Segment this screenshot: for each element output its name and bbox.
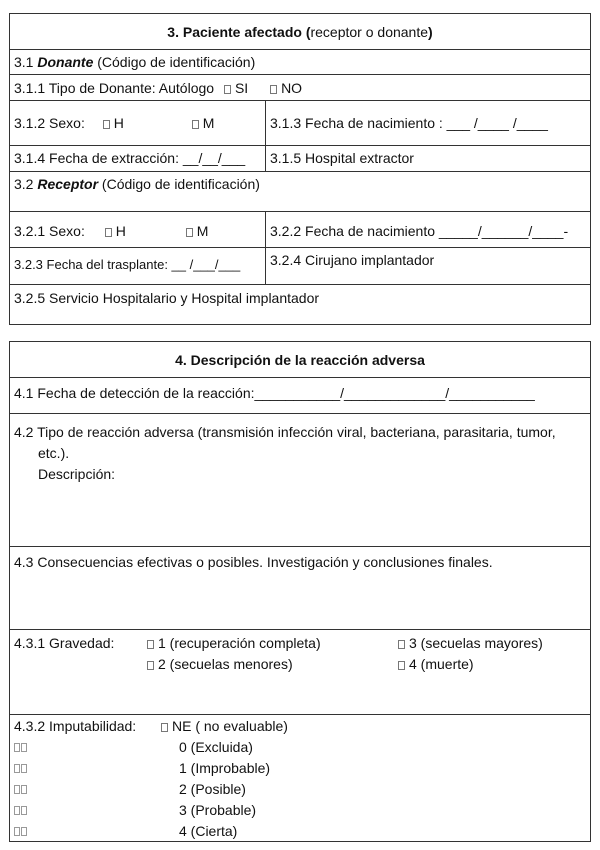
imputability-0-label: 0 (Excluida) bbox=[179, 739, 253, 755]
reaction-description-field[interactable]: Descripción: bbox=[38, 466, 116, 482]
severity-2-checkbox[interactable] bbox=[147, 661, 154, 670]
service-hospital-row bbox=[10, 284, 590, 324]
imputability-4-label: 4 (Cierta) bbox=[179, 823, 238, 839]
donor-type-field bbox=[14, 80, 302, 96]
donor-dob-field[interactable]: 3.1.3 Fecha de nacimiento : ___ /____ /____ bbox=[270, 115, 548, 131]
donor-dob-cell bbox=[266, 101, 590, 145]
surgeon-field[interactable]: 3.2.4 Cirujano implantador bbox=[270, 252, 435, 268]
donor-autologo-no-label: NO bbox=[281, 80, 303, 96]
detection-date-field[interactable]: 4.1 Fecha de detección de la reacción:___________/_____________/___________ bbox=[14, 385, 535, 401]
extraction-hospital-cell bbox=[266, 146, 590, 171]
severity-option-4: 4 (muerte) bbox=[398, 656, 474, 672]
severity-3-checkbox[interactable] bbox=[398, 640, 405, 649]
imputability-3-checkbox[interactable] bbox=[14, 802, 28, 818]
section-4-header bbox=[10, 342, 590, 377]
donor-sex-field bbox=[14, 115, 214, 131]
donor-autologo-no-checkbox[interactable] bbox=[270, 85, 277, 94]
recipient-dob-field[interactable]: 3.2.2 Fecha de nacimiento _____/______/____- bbox=[270, 223, 569, 239]
recipient-sex-dob-row bbox=[10, 211, 590, 247]
imputability-3-label: 3 (Probable) bbox=[179, 802, 257, 818]
detection-date-row bbox=[10, 377, 590, 413]
recipient-sex-h-label: H bbox=[115, 223, 126, 239]
imputability-2-label: 2 (Posible) bbox=[179, 781, 246, 797]
donor-autologo-si-checkbox[interactable] bbox=[224, 85, 231, 94]
section-4-title: 4. Descripción de la reacción adversa bbox=[175, 352, 425, 368]
donor-id-row bbox=[10, 49, 590, 74]
donor-sex-cell bbox=[10, 101, 266, 145]
recipient-sex-cell bbox=[10, 212, 266, 247]
recipient-sex-field bbox=[14, 223, 208, 239]
recipient-dob-cell bbox=[266, 212, 590, 247]
transplant-date-field[interactable]: 3.2.3 Fecha del trasplante: __ /___/___ bbox=[14, 257, 241, 272]
severity-option-1: 1 (recuperación completa) bbox=[147, 635, 321, 651]
imputability-2-checkbox[interactable] bbox=[14, 781, 28, 797]
donor-sex-h-checkbox[interactable] bbox=[103, 120, 110, 129]
imputability-row bbox=[10, 714, 590, 841]
service-hospital-field[interactable]: 3.2.5 Servicio Hospitalario y Hospital implantador bbox=[14, 290, 320, 306]
donor-sex-h-label: H bbox=[113, 115, 124, 131]
section-3-title: 3. Paciente afectado (receptor o donante) bbox=[167, 24, 433, 40]
recipient-id-label: 3.2 Receptor (Código de identificación) bbox=[14, 176, 260, 192]
section-3-header bbox=[10, 14, 590, 49]
recipient-sex-h-checkbox[interactable] bbox=[105, 228, 112, 237]
imputability-label: 4.3.2 Imputabilidad: bbox=[14, 718, 137, 734]
recipient-id-row bbox=[10, 171, 590, 211]
recipient-sex-m-label: M bbox=[196, 223, 209, 239]
severity-option-2: 2 (secuelas menores) bbox=[147, 656, 293, 672]
consequences-row bbox=[10, 546, 590, 629]
donor-id-label: 3.1 Donante (Código de identificación) bbox=[14, 54, 256, 70]
donor-sex-m-checkbox[interactable] bbox=[192, 120, 199, 129]
transplant-date-cell bbox=[10, 248, 266, 284]
imputability-4-checkbox[interactable] bbox=[14, 823, 28, 839]
section-3-table bbox=[9, 13, 591, 325]
surgeon-cell bbox=[266, 248, 590, 284]
severity-option-3: 3 (secuelas mayores) bbox=[398, 635, 543, 651]
consequences-field[interactable]: 4.3 Consecuencias efectivas o posibles. Investigación y conclusiones finales. bbox=[14, 554, 493, 570]
reaction-type-row bbox=[10, 413, 590, 546]
recipient-sex-label: 3.2.1 Sexo: bbox=[14, 223, 85, 239]
extraction-date-field[interactable]: 3.1.4 Fecha de extracción: __/__/___ bbox=[14, 150, 246, 166]
donor-sex-m-label: M bbox=[202, 115, 215, 131]
extraction-date-cell bbox=[10, 146, 266, 171]
transplant-row bbox=[10, 247, 590, 284]
severity-label: 4.3.1 Gravedad: bbox=[14, 635, 115, 651]
imputability-ne-option: NE ( no evaluable) bbox=[161, 718, 288, 734]
donor-extraction-row bbox=[10, 145, 590, 171]
donor-autologo-si-label: SI bbox=[234, 80, 249, 96]
donor-type-label: 3.1.1 Tipo de Donante: Autólogo bbox=[14, 80, 215, 96]
recipient-sex-m-checkbox[interactable] bbox=[186, 228, 193, 237]
imputability-1-checkbox[interactable] bbox=[14, 760, 28, 776]
donor-sex-dob-row bbox=[10, 100, 590, 145]
donor-sex-label: 3.1.2 Sexo: bbox=[14, 115, 85, 131]
extraction-hospital-field[interactable]: 3.1.5 Hospital extractor bbox=[270, 150, 414, 166]
severity-row bbox=[10, 629, 590, 714]
donor-type-row bbox=[10, 74, 590, 100]
imputability-0-checkbox[interactable] bbox=[14, 739, 28, 755]
reaction-type-label-cont: etc.). bbox=[38, 445, 70, 461]
imputability-ne-checkbox[interactable] bbox=[161, 723, 168, 732]
reaction-type-label: 4.2 Tipo de reacción adversa (transmisión infección viral, bacteriana, parasitaria, tumor, bbox=[14, 424, 556, 440]
section-4-table bbox=[9, 341, 591, 842]
severity-4-checkbox[interactable] bbox=[398, 661, 405, 670]
imputability-1-label: 1 (Improbable) bbox=[179, 760, 271, 776]
severity-1-checkbox[interactable] bbox=[147, 640, 154, 649]
